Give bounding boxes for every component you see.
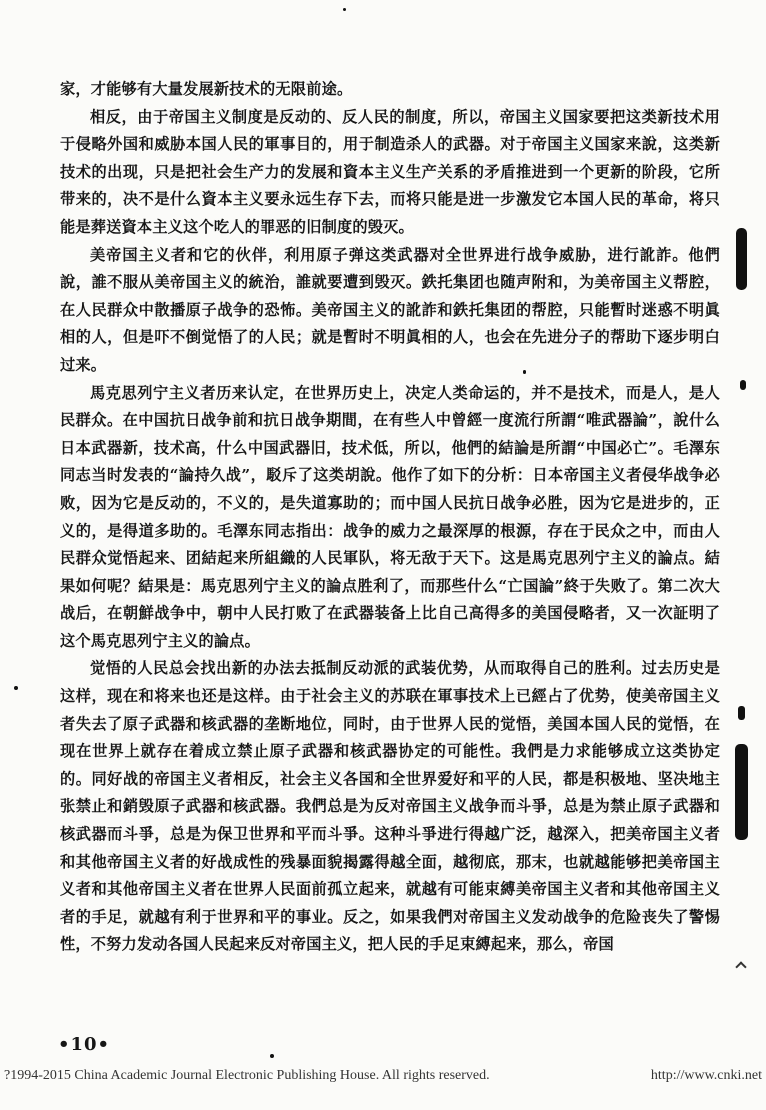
body-text [60, 76, 720, 959]
scan-artifact [343, 8, 346, 11]
page-number: •10• [58, 1034, 111, 1055]
scan-artifact [523, 370, 526, 374]
scan-artifact [736, 228, 747, 290]
footer-link[interactable]: http://www.cnki.net [650, 1068, 762, 1083]
scan-artifact [14, 686, 18, 690]
paragraph: 觉悟的人民总会找出新的办法去抵制反动派的武装优势，从而取得自己的胜利。过去历史是这样，现在和将来也还是这样。由于社会主义的苏联在軍事技术上已經占了优势，使美帝国主义者失去了原子武器和核武器的垄断地位，同时，由于世界人民的觉悟，美国本国人民的觉悟，在现在世界上就存在着成立禁止原子武器和核武器协定的可能性。我們是力求能够成立这类协定的。同好战的帝国主义者相反，社会主义各国和全世界爱好和平的人民，都是积极地、坚决地主张禁止和銷毁原子武器和核武器。我們总是为反对帝国主义战争而斗爭，总是为禁止原子武器和核武器而斗爭，总是为保卫世界和平而斗爭。这种斗爭进行得越广泛，越深入，把美帝国主义者和其他帝国主义者的好战成性的残暴面貌揭露得越全面，越彻底，那末，也就越能够把美帝国主义者和其他帝国主义者在世界人民面前孤立起来，就越有可能束縛美帝国主义者和其他帝国主义者的手足，就越有利于世界和平的事业。反之，如果我們对帝国主义发动战争的危险丧失了警惕性，不努力发动各国人民起来反对帝国主义，把人民的手足束縛起来，那么，帝国 [60, 659, 720, 954]
paragraph: 馬克思列宁主义者历来认定，在世界历史上，决定人类命运的，并不是技术，而是人，是人民群众。在中国抗日战争前和抗日战争期間，在有些人中曾經一度流行所謂“唯武器論”，說什么日本武器新，技术高，什么中国武器旧，技术低，所以，他們的結論是所謂“中国必亡”。毛澤东同志当时发表的“論持久战”，駁斥了这类胡說。他作了如下的分析：日本帝国主义者侵华战争必败，因为它是反动的，不义的，是失道寡助的；而中国人民抗日战争必胜，因为它是进步的，正义的，是得道多助的。毛澤东同志指出：战争的威力之最深厚的根源，存在于民众之中，而由人民群众觉悟起来、团結起来所組織的人民軍队，将无敌于天下。这是馬克思列宁主义的論点。結果如何呢？結果是：馬克思列宁主义的論点胜利了，而那些什么“亡国論”終于失败了。第二次大战后，在朝鮮战争中，朝中人民打败了在武器装备上比自己高得多的美国侵略者，又一次証明了这个馬克思列宁主义的論点。 [60, 383, 720, 650]
scan-artifact [270, 1054, 274, 1058]
footer-copyright: ?1994-2015 China Academic Journal Electronic Publishing House. All rights reserved. [4, 1068, 490, 1083]
scan-artifact [735, 744, 748, 840]
paragraph-continued: 家，才能够有大量发展新技术的无限前途。 [60, 80, 353, 98]
paragraph: 相反，由于帝国主义制度是反动的、反人民的制度，所以，帝国主义国家要把这类新技术用于侵略外国和威胁本国人民的軍事目的，用于制造杀人的武器。对于帝国主义国家来說，这类新技术的出现，只是把社会生产力的发展和資本主义生产关系的矛盾推进到一个更新的阶段，它所带来的，决不是什么資本主义要永远生存下去，而将只能是进一步激发它本国人民的革命，将只能是葬送資本主义这个吃人的罪恶的旧制度的毁灭。 [60, 107, 720, 236]
scan-artifact [735, 961, 746, 972]
footer [4, 1068, 762, 1084]
paragraph: 美帝国主义者和它的伙伴，利用原子弹这类武器对全世界进行战争威胁，进行訛詐。他們說，誰不服从美帝国主义的統治，誰就要遭到毁灭。鉄托集团也随声附和，为美帝国主义帮腔，在人民群众中散播原子战争的恐怖。美帝国主义的訛詐和鉄托集团的帮腔，只能暫时迷惑不明眞相的人，但是吓不倒觉悟了的人民；就是暫时不明眞相的人，也会在先进分子的帮助下逐步明白过来。 [60, 245, 720, 374]
scan-artifact [738, 706, 745, 720]
scan-artifact [740, 380, 746, 390]
